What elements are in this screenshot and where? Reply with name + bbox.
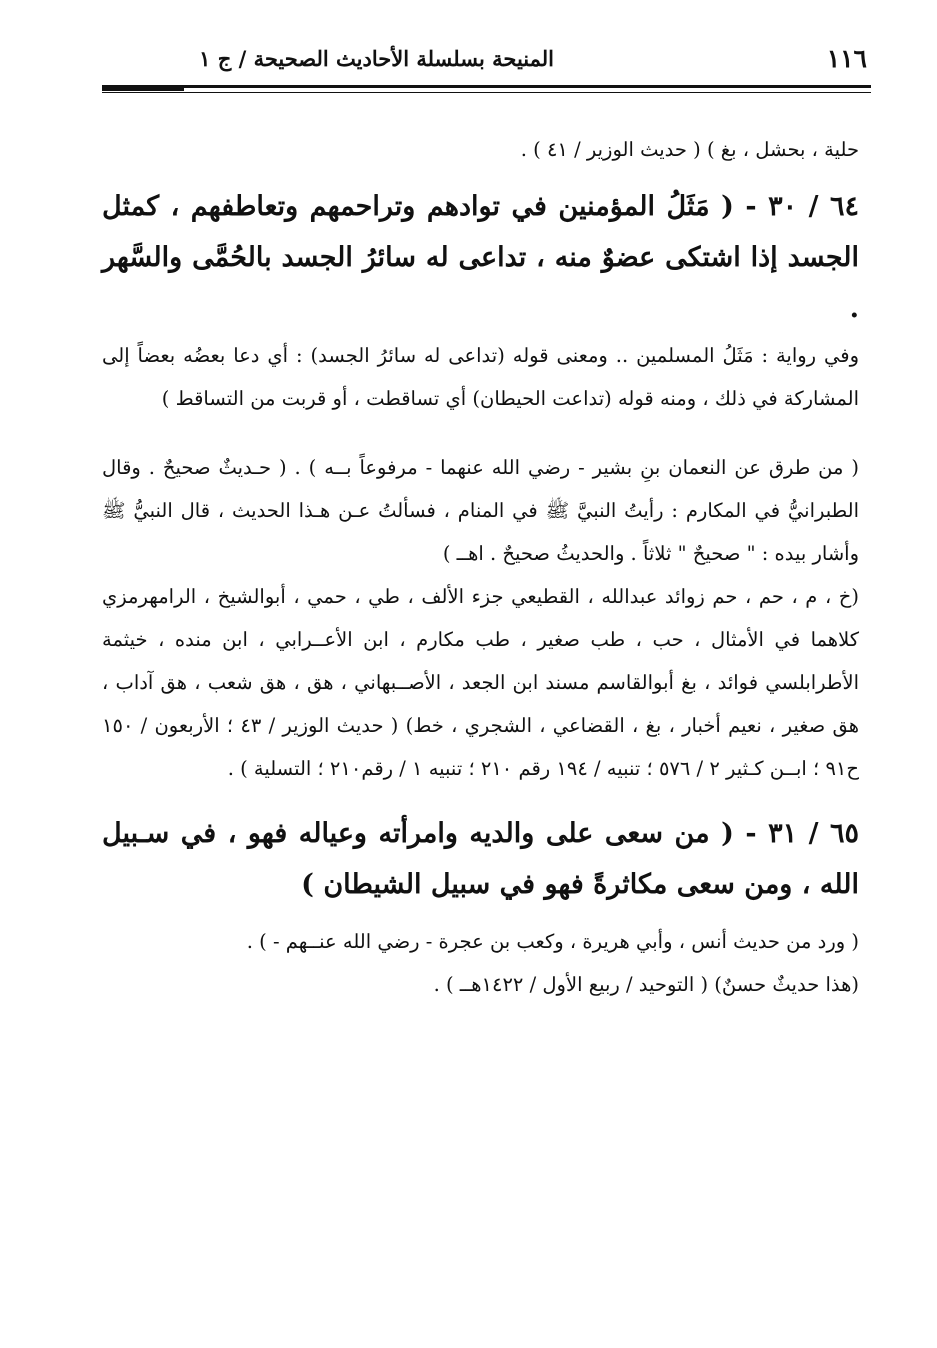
running-title: المنيحة بسلسلة الأحاديث الصحيحة / ج ١ bbox=[199, 46, 554, 71]
hadith-64-sources: (خ ، م ، حم ، حم زوائد عبدالله ، القطيعي جزء الألف ، طي ، حمي ، أبوالشيخ ، الرامهرمزي كلاهما في الأمثال ، حب ، طب صغير ، طب مكارم ، ابن الأعــرابي ، ابن منده ، خيثمة الأطرابلسي فوائد ، بغ أبوالقاسم مسند ابن الجعد ، الأصــبهاني ، هق ، هق شعب ، هق آداب ، هق صغير ، نعيم أخبار ، بغ ، القضاعي ، الشجري ، خط) ( حديث الوزير / ٤٣ ؛ الأربعون / ١٥٠ ح٩١ ؛ ابــن كـثير ٢ / ٥٧٦ ؛ تنبيه / ١٩٤ رقم ٢١٠ ؛ تنبيه ١ / رقم٢١٠ ؛ التسلية ) . bbox=[102, 585, 859, 780]
header-rule-ornament bbox=[102, 85, 184, 91]
page-body bbox=[102, 128, 859, 1006]
header-rule bbox=[102, 85, 871, 88]
hadith-65-text: ٦٥ / ٣١ - ( من سعى على والديه وامرأته وعياله فهو ، في سـبيل الله ، ومن سعى مكاثرةً فهو في سبيل الشيطان ) bbox=[102, 818, 859, 900]
page-header bbox=[102, 0, 867, 100]
hadith-64-takhrij: ( من طرق عن النعمان بنِ بشير - رضي الله عنهما - مرفوعاً بــه ) . ( حـديثٌ صحيحٌ . وقال الطبرانيُّ في المكارم : رأيتُ النبيَّ ﷺ في المنام ، فسألتُ عـن هـذا الحديث ، قال النبيُّ ﷺ وأشار بيده : " صحيحٌ " ثلاثاً . والحديثُ صحيحٌ . اهــ ) bbox=[102, 456, 859, 565]
hadith-65-grading: (هذا حديثٌ حسنٌ) ( التوحيد / ربيع الأول / ١٤٢٢هــ ) . bbox=[433, 973, 859, 996]
page-number: ١١٦ bbox=[826, 44, 867, 73]
header-rule-thin bbox=[102, 92, 871, 93]
hadith-65-takhrij: ( ورد من حديث أنس ، وأبي هريرة ، وكعب بن عجرة - رضي الله عنــهم - ) . bbox=[246, 930, 859, 953]
hadith-64-commentary: وفي رواية : مَثَلُ المسلمين .. ومعنى قوله (تداعى له سائرُ الجسد) : أي دعا بعضُه بعضاً إلى المشاركة في ذلك ، ومنه قوله (تداعت الحيطان) أي تساقطت ، أو قربت من التساقط ) bbox=[102, 344, 859, 410]
top-note: حلية ، بحشل ، بغ ) ( حديث الوزير / ٤١ ) . bbox=[520, 138, 859, 161]
hadith-64-text: ٦٤ / ٣٠ - ( مَثَلُ المؤمنين في توادهم وتراحمهم وتعاطفهم ، كمثل الجسد إذا اشتكى عضوٌ منه ، تداعى له سائرُ الجسد بالحُمَّى والسَّهر . bbox=[102, 191, 859, 324]
